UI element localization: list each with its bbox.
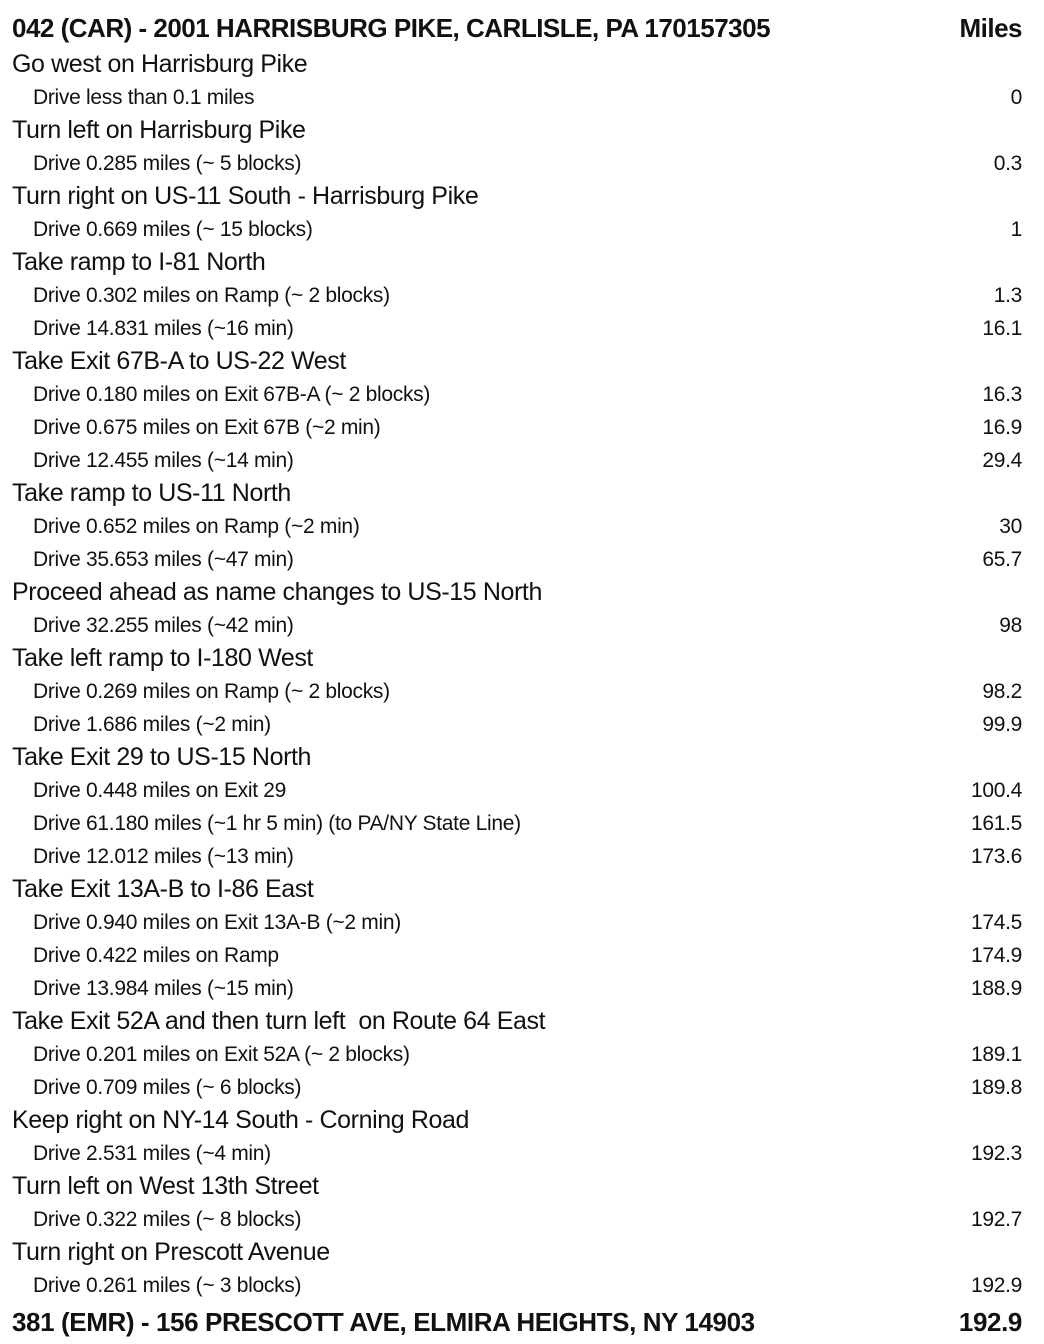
- step-detail-row: [12, 708, 1022, 741]
- detail-miles: 1.3: [993, 284, 1022, 307]
- detail-text: Drive 2.531 miles (~4 min): [33, 1142, 271, 1165]
- detail-text: Drive 0.669 miles (~ 15 blocks): [33, 218, 313, 241]
- step-instruction: Turn right on US-11 South - Harrisburg Pike: [12, 182, 479, 210]
- detail-miles: 192.9: [970, 1274, 1022, 1297]
- step-detail-row: [12, 675, 1022, 708]
- detail-miles: 100.4: [970, 779, 1022, 802]
- step-instruction: Take ramp to I-81 North: [12, 248, 266, 276]
- detail-text: Drive 0.422 miles on Ramp: [33, 944, 279, 967]
- route-end-miles: 192.9: [958, 1307, 1022, 1337]
- detail-miles: 189.1: [970, 1043, 1022, 1066]
- route-footer: [12, 1302, 1022, 1342]
- step-detail-row: [12, 840, 1022, 873]
- step-detail-row: [12, 972, 1022, 1005]
- step-detail-row: [12, 1137, 1022, 1170]
- detail-miles: 65.7: [982, 548, 1022, 571]
- detail-text: Drive 14.831 miles (~16 min): [33, 317, 294, 340]
- step-instruction: Turn left on West 13th Street: [12, 1172, 319, 1200]
- step-instruction: Turn right on Prescott Avenue: [12, 1238, 330, 1266]
- detail-miles: 173.6: [970, 845, 1022, 868]
- route-start-title: 042 (CAR) - 2001 HARRISBURG PIKE, CARLISLE, PA 170157305: [12, 13, 771, 43]
- detail-text: Drive 0.322 miles (~ 8 blocks): [33, 1208, 302, 1231]
- detail-text: Drive 0.448 miles on Exit 29: [33, 779, 287, 802]
- step-detail-row: [12, 807, 1022, 840]
- detail-miles: 1: [1010, 218, 1022, 241]
- detail-miles: 98.2: [982, 680, 1022, 703]
- route-header: [12, 8, 1022, 48]
- step-detail-row: [12, 279, 1022, 312]
- detail-text: Drive 12.012 miles (~13 min): [33, 845, 294, 868]
- step-detail-row: [12, 1071, 1022, 1104]
- detail-text: Drive 32.255 miles (~42 min): [33, 614, 294, 637]
- step-instruction: Keep right on NY-14 South - Corning Road: [12, 1106, 469, 1134]
- detail-miles: 192.3: [970, 1142, 1022, 1165]
- detail-miles: 189.8: [970, 1076, 1022, 1099]
- step-detail-row: [12, 378, 1022, 411]
- step-detail-row: [12, 774, 1022, 807]
- detail-miles: 98: [999, 614, 1022, 637]
- steps-list: [12, 48, 1022, 1302]
- detail-miles: 16.1: [982, 317, 1022, 340]
- detail-text: Drive 0.201 miles on Exit 52A (~ 2 blocks): [33, 1043, 410, 1066]
- detail-text: Drive 0.709 miles (~ 6 blocks): [33, 1076, 302, 1099]
- detail-text: Drive 0.261 miles (~ 3 blocks): [33, 1274, 302, 1297]
- detail-text: Drive 0.285 miles (~ 5 blocks): [33, 152, 302, 175]
- detail-text: Drive 0.940 miles on Exit 13A-B (~2 min): [33, 911, 401, 934]
- step-detail-row: [12, 312, 1022, 345]
- step-detail-row: [12, 213, 1022, 246]
- step-detail-row: [12, 147, 1022, 180]
- step-detail-row: [12, 1203, 1022, 1236]
- miles-column-header: Miles: [959, 13, 1022, 43]
- step-detail-row: [12, 510, 1022, 543]
- step-instruction: Take left ramp to I-180 West: [12, 644, 313, 672]
- detail-miles: 161.5: [970, 812, 1022, 835]
- step-detail-row: [12, 609, 1022, 642]
- detail-text: Drive 0.652 miles on Ramp (~2 min): [33, 515, 360, 538]
- detail-text: Drive 0.675 miles on Exit 67B (~2 min): [33, 416, 381, 439]
- detail-text: Drive less than 0.1 miles: [33, 86, 255, 109]
- detail-miles: 0: [1010, 86, 1022, 109]
- step-detail-row: [12, 939, 1022, 972]
- detail-text: Drive 0.302 miles on Ramp (~ 2 blocks): [33, 284, 390, 307]
- step-instruction: Take Exit 52A and then turn left on Route 64 East: [12, 1007, 546, 1035]
- step-detail-row: [12, 411, 1022, 444]
- step-detail-row: [12, 444, 1022, 477]
- step-instruction: Take Exit 29 to US-15 North: [12, 743, 312, 771]
- detail-miles: 174.5: [970, 911, 1022, 934]
- step-detail-row: [12, 1038, 1022, 1071]
- detail-miles: 192.7: [970, 1208, 1022, 1231]
- step-instruction: Take Exit 67B-A to US-22 West: [12, 347, 346, 375]
- detail-text: Drive 61.180 miles (~1 hr 5 min) (to PA/NY State Line): [33, 812, 521, 835]
- detail-text: Drive 0.180 miles on Exit 67B-A (~ 2 blocks): [33, 383, 431, 406]
- route-end-title: 381 (EMR) - 156 PRESCOTT AVE, ELMIRA HEIGHTS, NY 14903: [12, 1307, 755, 1337]
- step-instruction: Take Exit 13A-B to I-86 East: [12, 875, 314, 903]
- detail-miles: 0.3: [993, 152, 1022, 175]
- step-detail-row: [12, 543, 1022, 576]
- step-instruction: Go west on Harrisburg Pike: [12, 50, 308, 78]
- detail-text: Drive 0.269 miles on Ramp (~ 2 blocks): [33, 680, 390, 703]
- detail-miles: 29.4: [982, 449, 1022, 472]
- detail-miles: 16.3: [982, 383, 1022, 406]
- detail-miles: 99.9: [982, 713, 1022, 736]
- step-detail-row: [12, 1269, 1022, 1302]
- detail-miles: 30: [999, 515, 1022, 538]
- detail-text: Drive 13.984 miles (~15 min): [33, 977, 294, 1000]
- detail-text: Drive 35.653 miles (~47 min): [33, 548, 294, 571]
- detail-miles: 188.9: [970, 977, 1022, 1000]
- detail-miles: 174.9: [970, 944, 1022, 967]
- detail-miles: 16.9: [982, 416, 1022, 439]
- detail-text: Drive 12.455 miles (~14 min): [33, 449, 294, 472]
- step-instruction: Take ramp to US-11 North: [12, 479, 291, 507]
- step-instruction: Proceed ahead as name changes to US-15 North: [12, 578, 542, 606]
- detail-text: Drive 1.686 miles (~2 min): [33, 713, 271, 736]
- step-detail-row: [12, 81, 1022, 114]
- step-detail-row: [12, 906, 1022, 939]
- step-instruction: Turn left on Harrisburg Pike: [12, 116, 306, 144]
